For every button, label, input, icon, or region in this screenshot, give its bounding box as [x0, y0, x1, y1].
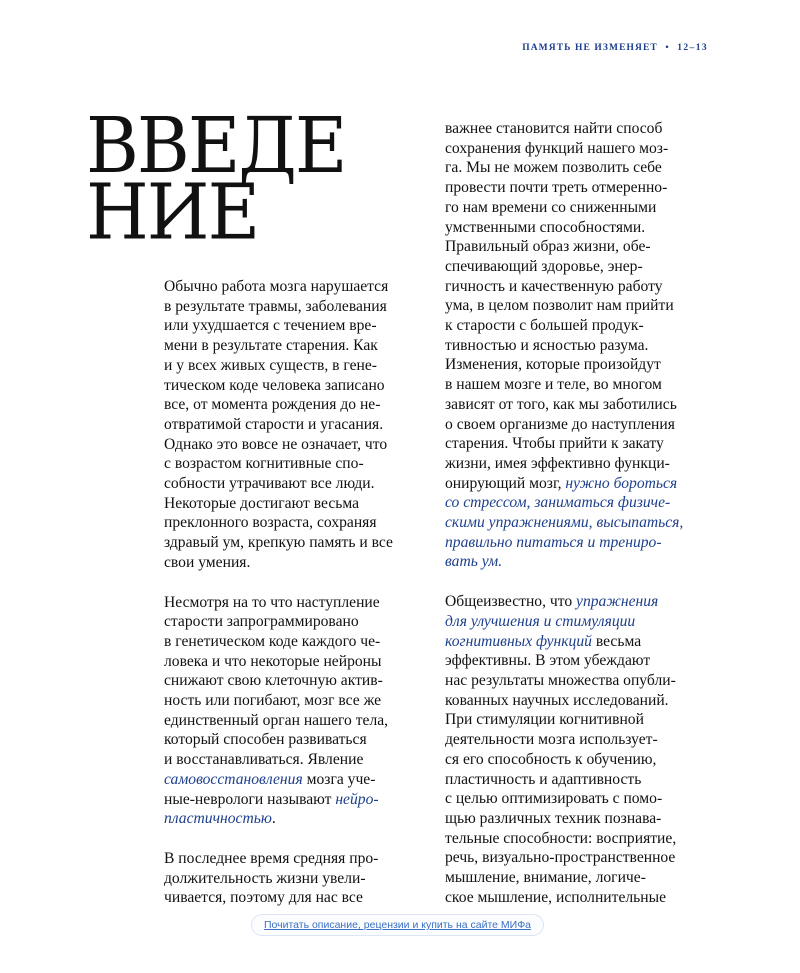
left-paragraph-1: Обычно работа мозга нарушается в результате травмы, заболевания или ухудшается с течением вре- мени в результате старения. Как и у всех живых существ, в гене- тическом коде человека записано все, от момента рождения до не- отвратимой старости и угасания. Однако это вовсе не означает, что с возрастом когнитивные спо- собности утрачивают все люди. Некоторые достигают весьма преклонного возраста, сохраняя здравый ум, крепкую память и все свои умения.	[164, 278, 393, 571]
highlight-neuroplasticity-part-1: нейро-	[335, 790, 379, 808]
chapter-title	[86, 100, 346, 257]
highlight-cognitive-exercises: упражнения для улучшения и стимуляции когнитивных функций	[445, 593, 659, 650]
running-title: ПАМЯТЬ НЕ ИЗМЕНЯЕТ	[522, 43, 658, 53]
buy-on-mif-link[interactable]: Почитать описание, рецензии и купить на сайте МИФа	[251, 914, 544, 936]
right-paragraph-2: Общеизвестно, что упражнения для улучшения и стимуляции когнитивных функций весьма эффективны. В этом убеждают нас результаты множества опубли- кованных научных исследований. При стимуляции когнитивной деятельности мозга использует- ся его способность к обучению, пластичность и адаптивность с целью оптимизировать с помо- щью различных техник познава- тельные способности: восприятие, речь, визуально-пространственное мышление, внимание, логиче- ское мышление, исполнительные	[445, 593, 677, 906]
left-paragraph-2: Несмотря на то что наступление старости запрограммировано в генетическом коде каждого че- ловека и что некоторые нейроны снижают свою клеточную актив- ность или погибают, мозг все же единственный орган нашего тела, который способен развиваться и восстанавливаться. Явление самовосстановления мозга уче- ные-неврологи называют нейро- пластичностью.	[164, 593, 389, 828]
right-text-column	[445, 119, 711, 907]
left-text-column	[164, 277, 426, 908]
chapter-title-line-2: НИЕ	[86, 166, 259, 257]
left-paragraph-3: В последнее время средняя про- должительность жизни увели- чивается, поэтому для нас все	[164, 849, 379, 907]
chapter-title-line-1: ВВЕДЕ	[86, 100, 346, 191]
right-paragraph-1: важнее становится найти способ сохранения функций нашего моз- га. Мы не можем позволить себе провести почти треть отмеренно- го нам времени со сниженными умственными способностями. Правильный образ жизни, обе- спечивающий здоровье, энер- гичность и качественную работу ума, в целом позволит нам прийти к старости с большей продук- тивностью и ясностью разума. Изменения, которые произойдут в нашем мозге и теле, во многом зависят от того, как мы заботились о своем организме до наступления старения. Чтобы прийти к закату жизни, имея эффективно функци- онирующий мозг, нужно бороться со стрессом, заниматься физиче- скими упражнениями, высыпаться, правильно питаться и трениро- вать ум.	[445, 120, 684, 571]
highlight-healthy-habits: нужно бороться со стрессом, заниматься физиче- скими упражнениями, высыпаться, правильно питаться и трениро- вать ум.	[445, 474, 684, 571]
highlight-neuroplasticity-part-2: пластичностью	[164, 810, 272, 828]
running-head	[522, 43, 708, 53]
page-numbers: 12–13	[677, 43, 708, 53]
highlight-self-recovery: самовосстановления	[164, 770, 303, 788]
running-head-separator: •	[665, 43, 670, 53]
